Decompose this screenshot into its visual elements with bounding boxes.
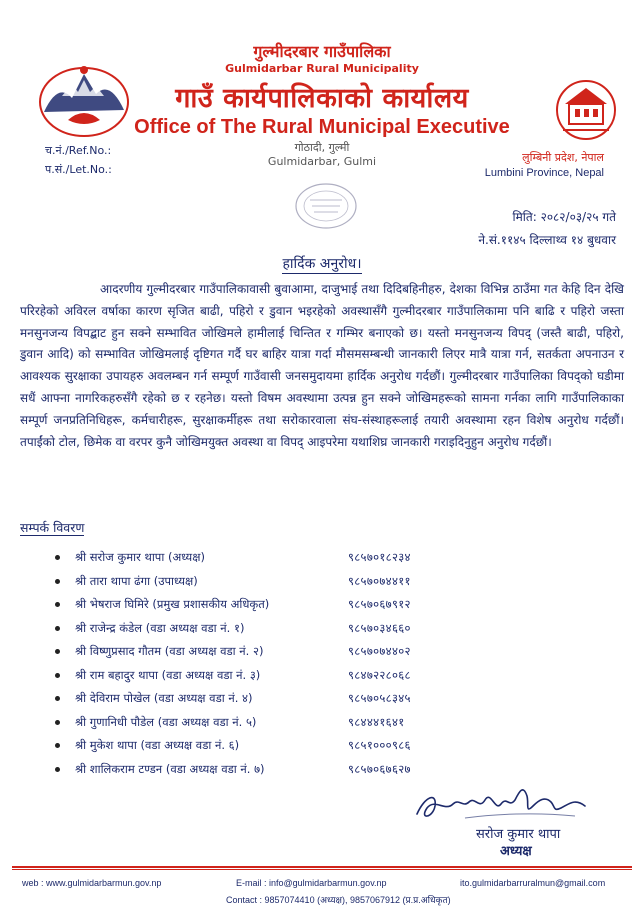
body-paragraph: आदरणीय गुल्मीदरबार गाउँपालिकावासी बुवाआमा, दाजुभाई तथा दिदिबहिनीहरु, देशका विभिन्न ठाउँमा गत केहि दिन देखि परिरहेको अविरल वर्षाका कारण सृजित बाढी, पहिरो र डुवान भइरहेको अवस्थासँगै गुल्मीदरबार गाउँपालिकामा पनि बाढि र पहिरो जस्ता मनसुनजन्य विपद्बाट हुन सक्ने सम्भावित जोखिमले हामीलाई चिन्तित र गम्भिर बनाएको छ। यस्तो मनसुनजन्य विपद् (जस्तै बाढी, पहिरो, डुवान आदि) को सम्भावित जोखिमलाई दृष्टिगत गर्दै घर बाहिर यात्रा गर्दा मौसमसम्बन्धी जानकारी लिएर मात्रै यात्रा गर्न, सतर्कता अपनाउन र आवश्यक सुरक्षाका उपायहरु अवलम्बन गर्न सम्पूर्ण गाउँवासी जनसमुदायमा हार्दिक अनुरोध गर्दछौं। गुल्मीदरबार गाउँपालिका विपद्को घडीमा सधैं आफ्ना नागरिकहरुसँगै रहेको छ र रहनेछ। यस्तो विषम अवस्थामा उत्पन्न हुन सक्ने जोखिमहरूको सामना गर्नका लागि गाउँपालिकाका सम्पूर्ण जनप्रतिनिधिहरू, कर्मचारीहरू, सुरक्षाकर्मीहरू तथा सरोकारवाला संघ-संस्थाहरूलाई तयारी अवस्थामा रहन विशेष अनुरोध गर्दछौं। तपाईंको टोल, छिमेक वा वरपर कुनै जोखिमयुक्त अवस्था वा विपद् आइपरेमा यथाशिघ्र जानकारी गराइदिनुहुन अनुरोध गर्दछौं। — [20, 282, 624, 449]
contact-row — [55, 668, 475, 692]
contact-name: श्री राजेन्द्र कंडेल (वडा अध्यक्ष वडा नं. १) — [75, 620, 245, 635]
contact-heading-text: सम्पर्क विवरण — [20, 520, 85, 535]
bullet-icon — [55, 579, 60, 584]
signatory-title: अध्यक्ष — [500, 844, 532, 859]
contact-row — [55, 715, 475, 739]
province-english: Lumbini Province, Nepal — [484, 167, 604, 179]
bullet-icon — [55, 696, 60, 701]
contact-phone: ९८५७०६७९१२ — [348, 597, 411, 611]
contact-row — [55, 621, 475, 645]
place-english: Gulmidarbar, Gulmi — [267, 155, 377, 168]
ref-no-label: च.नं./Ref.No.: — [45, 144, 112, 157]
contact-phone: ९८४७२२८०६८ — [348, 667, 411, 682]
nepal-sambat-date-line: ने.सं.११४५ दिल्लाथ्व १४ बुधवार — [478, 233, 616, 247]
contact-row — [55, 644, 475, 668]
footer-email[interactable]: E-mail : info@gulmidarbarmun.gov.np — [236, 878, 387, 888]
contact-heading — [20, 519, 84, 536]
contact-phone: ९८५७०५८३४५ — [348, 691, 411, 705]
contact-row — [55, 574, 475, 598]
bullet-icon — [55, 555, 60, 560]
org-name-english: Gulmidarbar Rural Municipality — [225, 62, 419, 75]
contact-name: श्री सरोज कुमार थापा (अध्यक्ष) — [75, 550, 205, 564]
subject-text: हार्दिक अनुरोध। — [282, 256, 362, 272]
office-stamp-icon — [290, 180, 362, 232]
contact-phone: ९८५७०७४४०२ — [348, 644, 411, 658]
contact-phone: ९८५७०१८२३४ — [348, 550, 411, 564]
org-name-nepali: गुल्मीदरबार गाउँपालिका — [253, 42, 391, 61]
bullet-icon — [55, 673, 60, 678]
bullet-icon — [55, 602, 60, 607]
bullet-icon — [55, 626, 60, 631]
footer-website[interactable]: web : www.gulmidarbarmun.gov.np — [22, 878, 162, 888]
bullet-icon — [55, 743, 60, 748]
contact-phone: ९८५७०३४६६० — [348, 620, 411, 635]
contact-phone: ९८५७०६७६२७ — [348, 761, 411, 776]
footer-email-secondary[interactable]: ito.gulmidarbarruralmun@gmail.com — [460, 878, 606, 888]
office-title-english: Office of The Rural Municipal Executive — [134, 116, 510, 138]
contact-row — [55, 550, 475, 574]
footer-divider — [12, 869, 632, 870]
contact-name: श्री देविराम पोखेल (वडा अध्यक्ष वडा नं. ४) — [75, 691, 253, 705]
footer-divider — [12, 866, 632, 868]
bullet-icon — [55, 720, 60, 725]
contact-name: श्री भेषराज घिमिरे (प्रमुख प्रशासकीय अधिकृत) — [75, 597, 270, 611]
province-nepali: लुम्बिनी प्रदेश, नेपाल — [522, 151, 604, 164]
contact-name: श्री गुणानिधी पौडेल (वडा अध्यक्ष वडा नं. ५) — [75, 714, 257, 729]
handwritten-signature — [405, 778, 595, 828]
contact-name: श्री शालिकराम टण्डन (वडा अध्यक्ष वडा नं. ७) — [75, 761, 265, 776]
signatory-name: सरोज कुमार थापा — [476, 827, 561, 842]
contact-name: श्री मुकेश थापा (वडा अध्यक्ष वडा नं. ६) — [75, 738, 240, 752]
contact-row — [55, 738, 475, 762]
footer-contact: Contact : 9857074410 (अध्यक्ष), 9857067912 (प्र.प्र.अधिकृत) — [226, 895, 451, 905]
contact-phone: ९८५१०००९८६ — [348, 738, 411, 752]
bullet-icon — [55, 649, 60, 654]
contact-phone: ९८४४४१६४१ — [348, 714, 405, 729]
contact-row — [55, 597, 475, 621]
contact-name: श्री तारा थापा ढंगा (उपाध्यक्ष) — [75, 573, 198, 588]
letter-no-label: प.सं./Let.No.: — [45, 163, 112, 176]
place-nepali: गोठादी, गुल्मी — [294, 141, 350, 154]
office-title-nepali: गाउँ कार्यपालिकाको कार्यालय — [175, 83, 469, 114]
contact-row — [55, 691, 475, 715]
subject-heading — [0, 254, 644, 273]
date-line: मिति: २०८२/०३/२५ गते — [512, 210, 616, 224]
contact-list — [55, 550, 475, 785]
bullet-icon — [55, 767, 60, 772]
contact-phone: ९८५७०७४४११ — [348, 573, 411, 588]
contact-name: श्री राम बहादुर थापा (वडा अध्यक्ष वडा नं. ३) — [75, 667, 261, 682]
contact-name: श्री विष्णुप्रसाद गौतम (वडा अध्यक्ष वडा नं. २) — [75, 644, 264, 658]
